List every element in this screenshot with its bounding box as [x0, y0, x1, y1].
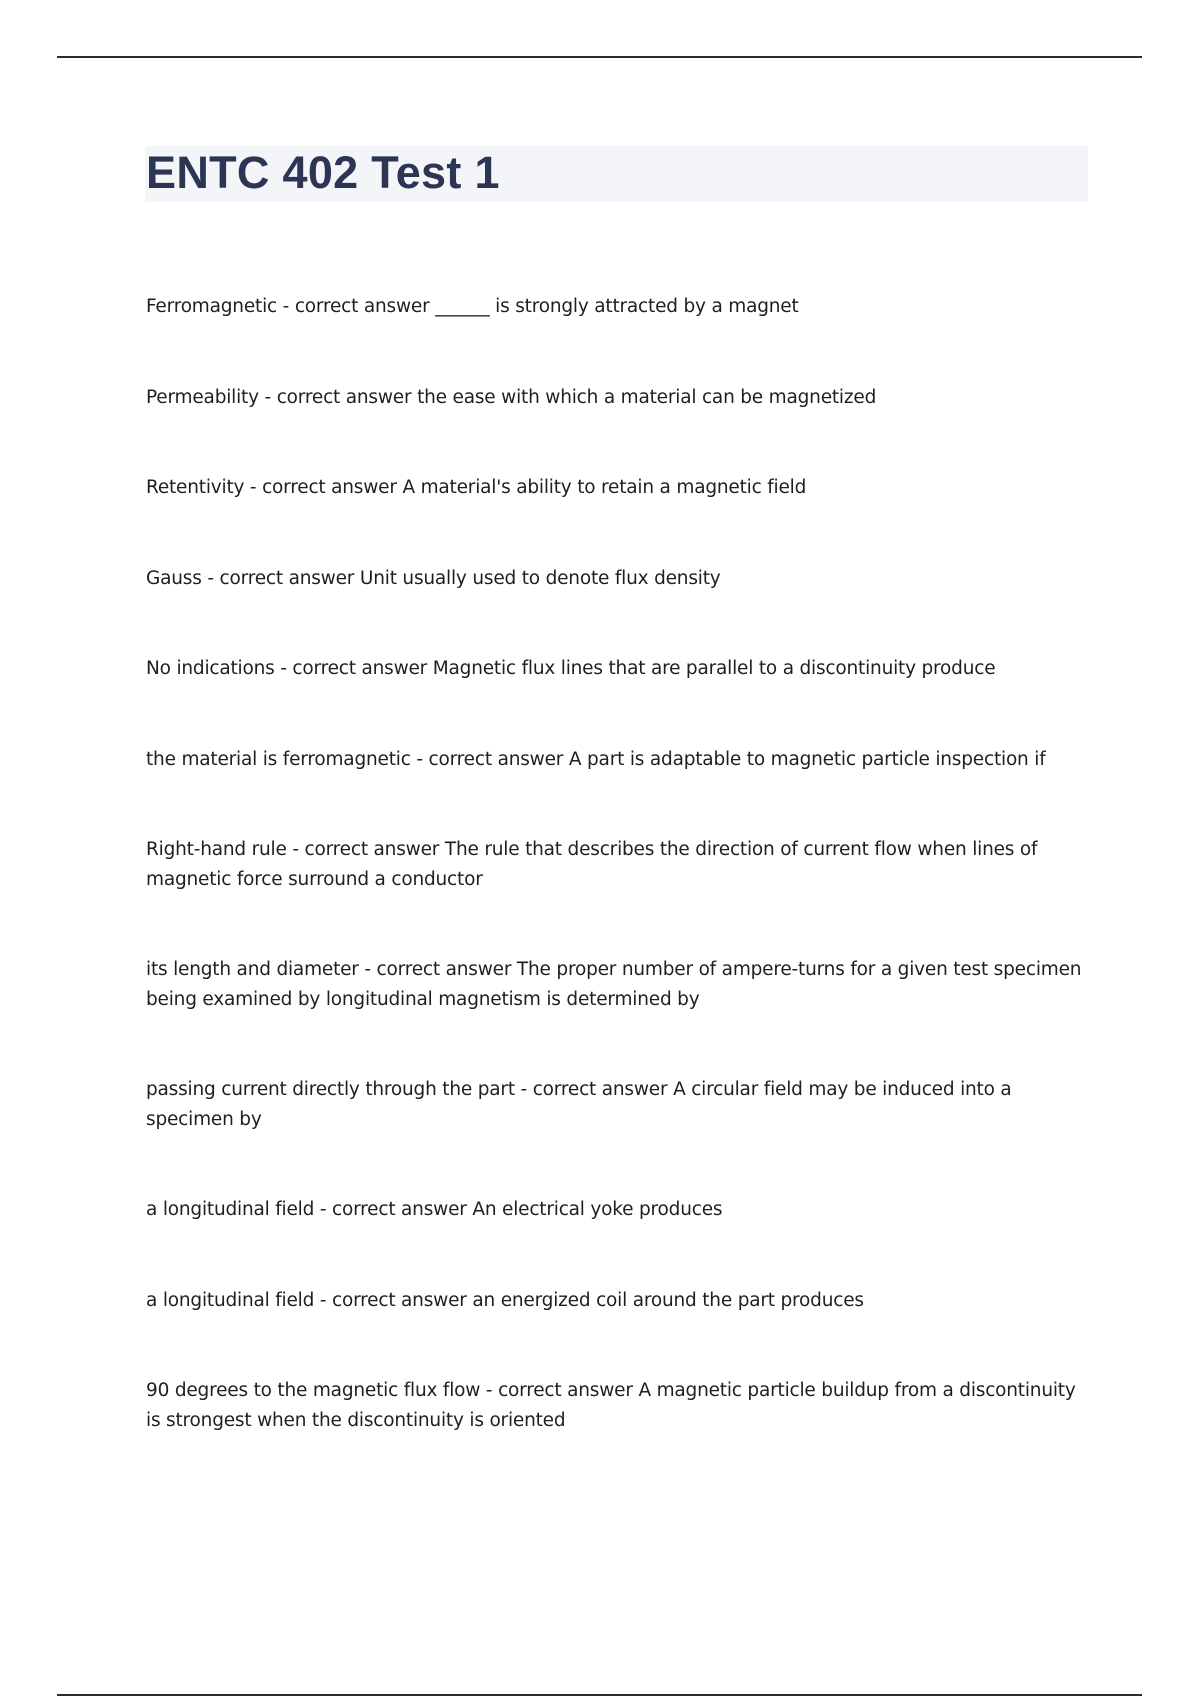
qa-term: Ferromagnetic — [146, 296, 277, 317]
qa-definition: an energized coil around the part produces — [472, 1289, 864, 1311]
qa-definition: An electrical yoke produces — [472, 1199, 723, 1220]
bottom-rule — [57, 1694, 1142, 1696]
qa-term: Retentivity — [146, 477, 245, 498]
qa-term: its length and diameter — [146, 959, 359, 980]
qa-item — [146, 1376, 1086, 1435]
qa-item — [146, 292, 1086, 322]
qa-separator: - correct answer — [201, 567, 360, 589]
qa-term: a longitudinal field — [146, 1199, 315, 1220]
qa-term: No indications — [146, 658, 275, 679]
qa-separator: - correct answer — [314, 1199, 473, 1220]
qa-separator: - correct answer — [410, 748, 569, 770]
qa-item — [146, 473, 1086, 503]
qa-list — [146, 292, 1086, 1496]
qa-separator: - correct answer — [314, 1289, 473, 1311]
qa-definition: the ease with which a material can be magnetized — [417, 386, 877, 408]
qa-separator: - correct answer — [244, 477, 403, 498]
qa-definition: The proper number of ampere-turns for a given test specimen being examined by longitudinal magnetism is determined by — [146, 959, 1082, 1010]
qa-definition: The rule that describes the direction of current flow when lines of magnetic force surround a conductor — [146, 839, 1038, 890]
qa-definition: A magnetic particle buildup from a discontinuity is strongest when the discontinuity is oriented — [146, 1380, 1076, 1431]
qa-item — [146, 835, 1086, 894]
qa-term: passing current directly through the part — [146, 1079, 515, 1100]
qa-item — [146, 1075, 1086, 1134]
qa-separator: - correct answer — [286, 839, 445, 860]
qa-definition: A part is adaptable to magnetic particle inspection if — [568, 748, 1046, 770]
page-title: ENTC 402 Test 1 — [146, 147, 500, 198]
qa-term: the material is ferromagnetic — [146, 748, 411, 770]
qa-term: Gauss — [146, 567, 202, 589]
qa-definition: Unit usually used to denote flux density — [359, 567, 721, 589]
qa-item — [146, 1195, 1086, 1225]
qa-definition: Magnetic flux lines that are parallel to a discontinuity produce — [432, 658, 996, 679]
qa-item — [146, 1286, 1086, 1316]
qa-item — [146, 564, 1086, 594]
qa-separator: - correct answer — [358, 959, 517, 980]
qa-term: 90 degrees to the magnetic flux flow — [146, 1380, 481, 1401]
qa-item — [146, 955, 1086, 1014]
qa-separator: - correct answer — [276, 296, 436, 317]
qa-separator: - correct answer — [480, 1380, 639, 1401]
qa-separator: - correct answer — [258, 386, 418, 408]
qa-definition: A material's ability to retain a magnetic field — [402, 477, 807, 498]
qa-definition: A circular field may be induced into a specimen by — [146, 1079, 1012, 1130]
qa-item — [146, 654, 1086, 684]
qa-separator: - correct answer — [514, 1079, 674, 1100]
qa-term: a longitudinal field — [146, 1289, 315, 1311]
qa-item — [146, 383, 1086, 413]
qa-term: Right-hand rule — [146, 839, 287, 860]
top-rule — [57, 56, 1142, 58]
qa-item — [146, 745, 1086, 775]
qa-definition: ______ is strongly attracted by a magnet — [435, 296, 799, 317]
qa-separator: - correct answer — [274, 658, 433, 679]
qa-term: Permeability — [146, 386, 259, 408]
